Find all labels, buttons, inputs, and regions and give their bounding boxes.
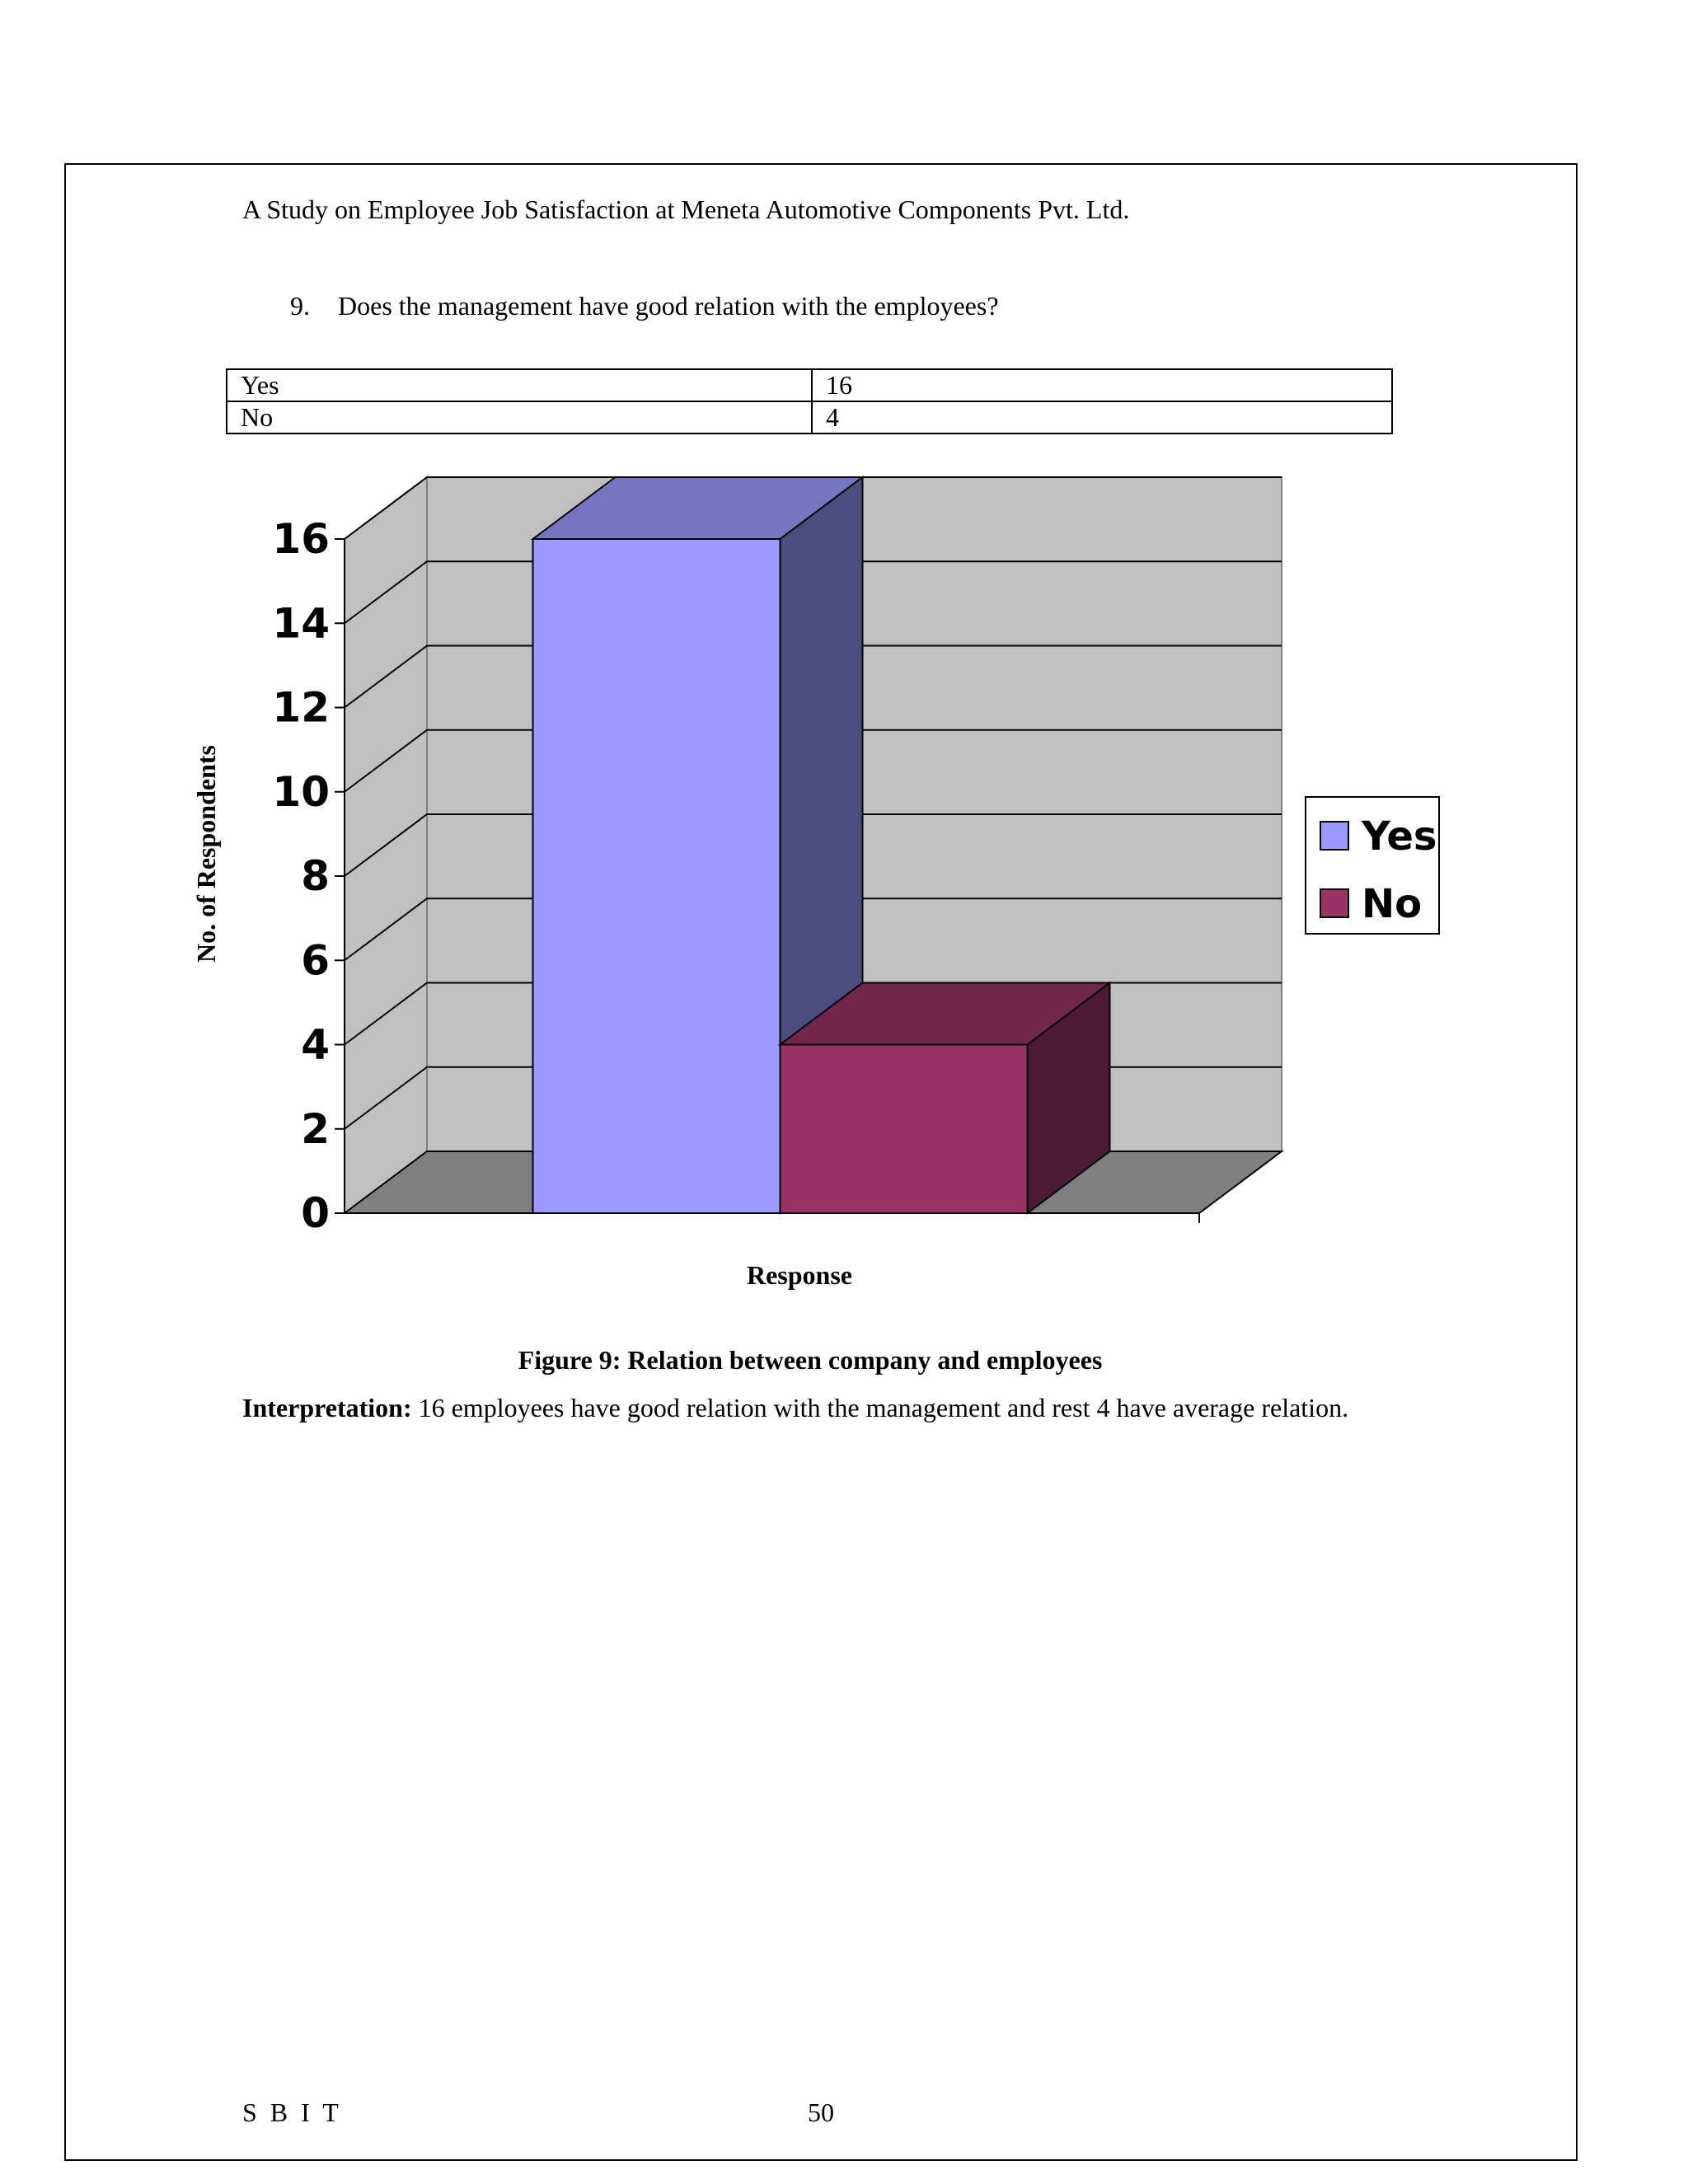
legend-swatch-yes xyxy=(1320,822,1348,850)
interpretation xyxy=(242,1393,1348,1423)
y-tick-label: 14 xyxy=(272,599,330,648)
interpretation-text: 16 employees have good relation with the management and rest 4 have average relation. xyxy=(411,1393,1349,1422)
y-tick-label: 4 xyxy=(301,1020,330,1069)
y-tick-label: 6 xyxy=(301,936,330,985)
bar-no xyxy=(781,1045,1028,1214)
figure-caption: Figure 9: Relation between company and employees xyxy=(518,1345,1103,1375)
table-cell-label: Yes xyxy=(227,369,812,401)
legend-swatch-no xyxy=(1320,889,1348,917)
footer-institute: S B I T xyxy=(242,2097,342,2127)
bar-yes xyxy=(533,539,781,1213)
interpretation-label: Interpretation: xyxy=(242,1393,412,1422)
page-number: 50 xyxy=(808,2097,834,2127)
y-tick-label: 2 xyxy=(301,1104,330,1153)
legend-label-no: No xyxy=(1362,881,1423,927)
y-tick-label: 0 xyxy=(301,1189,330,1237)
table-cell-value: 16 xyxy=(812,369,1392,401)
question-number: 9. xyxy=(290,291,310,321)
page-header: A Study on Employee Job Satisfaction at Meneta Automotive Components Pvt. Ltd. xyxy=(242,194,1130,224)
question-text: Does the management have good relation with the employees? xyxy=(338,291,999,321)
y-axis-title: No. of Respondents xyxy=(191,744,221,963)
y-tick-label: 12 xyxy=(272,683,330,732)
table-cell-label: No xyxy=(227,401,812,434)
y-tick-label: 8 xyxy=(301,852,330,900)
y-tick-label: 16 xyxy=(272,515,330,563)
legend-label-yes: Yes xyxy=(1362,813,1437,860)
y-tick-label: 10 xyxy=(272,767,330,816)
table-cell-value: 4 xyxy=(812,401,1392,434)
x-axis-title: Response xyxy=(746,1260,853,1290)
